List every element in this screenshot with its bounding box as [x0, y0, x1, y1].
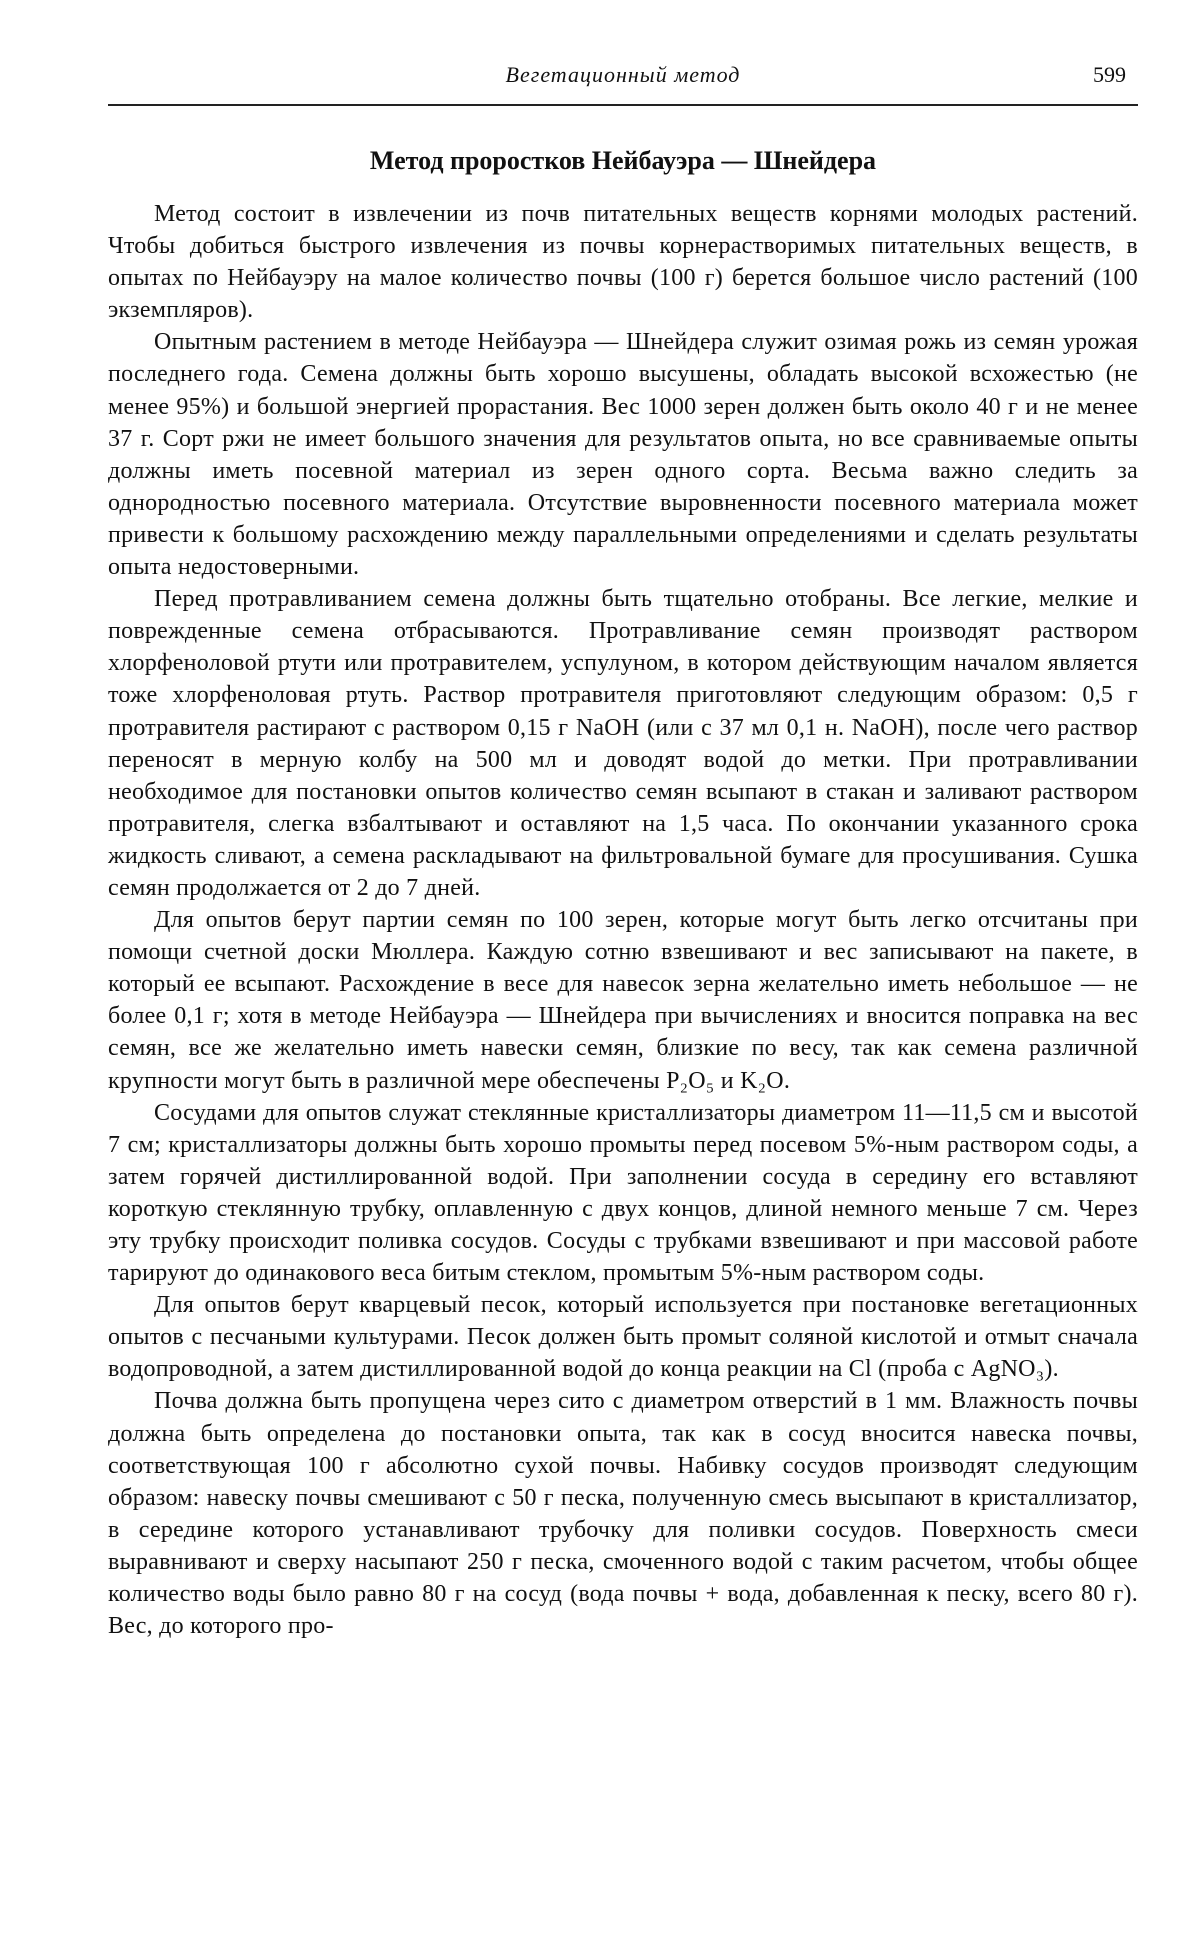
paragraph-3: Перед протравливанием семена должны быть тщательно отобраны. Все легкие, мелкие и поврежденные семена отбрасываются. Протравливание семян производят раствором хлорфеноловой ртути или протравителем, успулуном, в котором действующим началом является тоже хлорфеноловая ртуть. Раствор протравителя приготовляют следующим образом: 0,5 г протравителя растирают с раствором 0,15 г NaOH (или с 37 мл 0,1 н. NaOH), после чего раствор переносят в мерную колбу на 500 мл и доводят водой до метки. При протравливании необходимое для постановки опытов количество семян всыпают в стакан и заливают раствором протравителя, слегка взбалтывают и оставляют на 1,5 часа. По окончании указанного срока жидкость сливают, а семена раскладывают на фильтровальной бумаге для просушивания. Сушка семян продолжается от 2 до 7 дней.	[108, 583, 1138, 904]
paragraph-1: Метод состоит в извлечении из почв питательных веществ корнями молодых растений. Чтобы добиться быстрого извлечения из почвы корнерастворимых питательных веществ, в опытах по Нейбауэру на малое количество почвы (100 г) берется большое число растений (100 экземпляров).	[108, 198, 1138, 326]
running-title: Вегетационный метод	[108, 62, 1138, 88]
paragraph-5: Сосудами для опытов служат стеклянные кристаллизаторы диаметром 11—11,5 см и высотой 7 см; кристаллизаторы должны быть хорошо промыты перед посевом 5%-ным раствором соды, а затем горячей дистиллированной водой. При заполнении сосуда в середину его вставляют короткую стеклянную трубку, оплавленную с двух концов, длиной немного меньше 7 см. Через эту трубку происходит поливка сосудов. Сосуды с трубками взвешивают и при массовой работе тарируют до одинакового веса битым стеклом, промытым 5%-ным раствором соды.	[108, 1097, 1138, 1290]
section-title: Метод проростков Нейбауэра — Шнейдера	[108, 146, 1138, 176]
header-rule	[108, 104, 1138, 106]
running-header	[108, 62, 1138, 98]
paragraph-6: Для опытов берут кварцевый песок, который используется при постановке вегетационных опытов с песчаными культурами. Песок должен быть промыт соляной кислотой и отмыт сначала водопроводной, а затем дистиллированной водой до конца реакции на Cl (проба с AgNO₃).	[108, 1289, 1138, 1385]
page-number: 599	[1093, 62, 1126, 88]
document-page	[108, 62, 1138, 1642]
paragraph-2: Опытным растением в методе Нейбауэра — Шнейдера служит озимая рожь из семян урожая последнего года. Семена должны быть хорошо высушены, обладать высокой всхожестью (не менее 95%) и большой энергией прорастания. Вес 1000 зерен должен быть около 40 г и не менее 37 г. Сорт ржи не имеет большого значения для результатов опыта, но все сравниваемые опыты должны иметь посевной материал из зерен одного сорта. Весьма важно следить за однородностью посевного материала. Отсутствие выровненности посевного материала может привести к большому расхождению между параллельными определениями и сделать результаты опыта недостоверными.	[108, 326, 1138, 583]
paragraph-4: Для опытов берут партии семян по 100 зерен, которые могут быть легко отсчитаны при помощи счетной доски Мюллера. Каждую сотню взвешивают и вес записывают на пакете, в который ее всыпают. Расхождение в весе для навесок зерна желательно иметь небольшое — не более 0,1 г; хотя в методе Нейбауэра — Шнейдера при вычислениях и вносится поправка на вес семян, все же желательно иметь навески семян, близкие по весу, так как семена различной крупности могут быть в различной мере обеспечены P₂O₅ и K₂O.	[108, 904, 1138, 1097]
paragraph-7: Почва должна быть пропущена через сито с диаметром отверстий в 1 мм. Влажность почвы должна быть определена до постановки опыта, так как в сосуд вносится навеска почвы, соответствующая 100 г абсолютно сухой почвы. Набивку сосудов производят следующим образом: навеску почвы смешивают с 50 г песка, полученную смесь высыпают в кристаллизатор, в середине которого устанавливают трубочку для поливки сосудов. Поверхность смеси выравнивают и сверху насыпают 250 г песка, смоченного водой с таким расчетом, чтобы общее количество воды было равно 80 г на сосуд (вода почвы + вода, добавленная к песку, всего 80 г). Вес, до которого про-	[108, 1385, 1138, 1642]
